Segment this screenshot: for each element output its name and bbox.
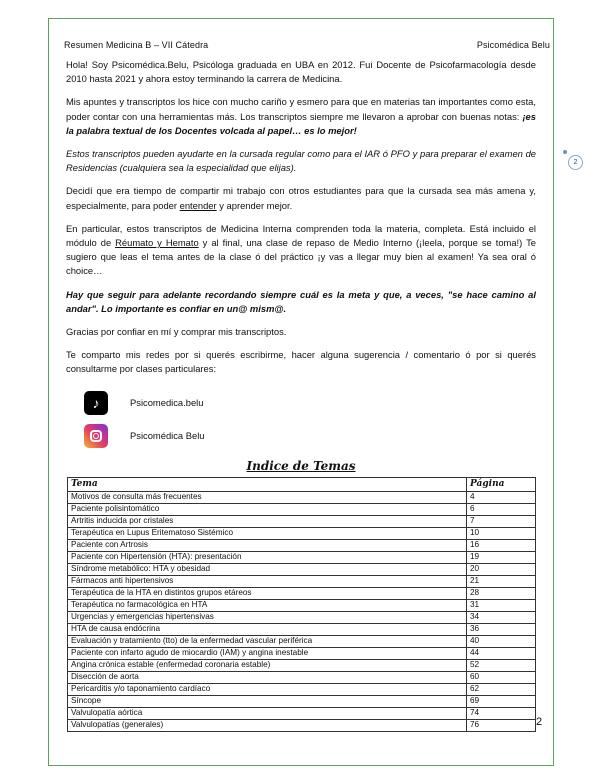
topic-cell: Paciente polisintomático: [68, 503, 467, 515]
comment-marker[interactable]: 2: [568, 155, 583, 170]
tiktok-icon: ♪: [84, 391, 108, 415]
social-instagram[interactable]: [84, 420, 536, 453]
table-row: [68, 623, 536, 635]
page-cell: 31: [467, 599, 536, 611]
topic-cell: Paciente con Artrosis: [68, 539, 467, 551]
table-row: [68, 503, 536, 515]
intro-paragraph-1: Hola! Soy Psicomédica.Belu, Psicóloga graduada en UBA en 2012. Fui Docente de Psicofarmacología desde 2010 hasta 2021 y ahora estoy terminando la carrera de Medicina.: [66, 59, 536, 85]
page-cell: 40: [467, 635, 536, 647]
topic-cell: Disección de aorta: [68, 671, 467, 683]
tiktok-handle: Psicomedica.belu: [130, 397, 204, 409]
header-right: Psicomédica Belu: [476, 40, 550, 50]
intro-p4-a: Decidí que era tiempo de compartir mi trabajo con otros estudiantes para que la cursada sea más amena y, especialmente, para poder: [66, 185, 536, 211]
topic-cell: Paciente con infarto agudo de miocardio (IAM) y angina inestable: [68, 647, 467, 659]
topic-cell: Valvulopatías (generales): [68, 719, 467, 731]
topic-cell: Fármacos anti hipertensivos: [68, 575, 467, 587]
intro-p4-b: y aprender mejor.: [216, 199, 293, 211]
intro-p4-underline: entender: [179, 199, 217, 211]
table-row: [68, 611, 536, 623]
topic-cell: Síncope: [68, 695, 467, 707]
topic-cell: Angina crónica estable (enfermedad coronaria estable): [68, 659, 467, 671]
page-header: [64, 40, 550, 50]
topic-cell: Terapéutica no farmacológica en HTA: [68, 599, 467, 611]
table-row: [68, 695, 536, 707]
intro-paragraph-8: Te comparto mis redes por si querés escribirme, hacer alguna sugerencia / comentario ó por si querés consultarme por clases particulares:: [66, 349, 536, 375]
table-row: [68, 659, 536, 671]
instagram-handle: Psicomédica Belu: [130, 430, 205, 442]
page-cell: 21: [467, 575, 536, 587]
social-tiktok[interactable]: [84, 387, 536, 420]
page-cell: 52: [467, 659, 536, 671]
page-cell: 62: [467, 683, 536, 695]
topic-cell: Paciente con Hipertensión (HTA): presentación: [68, 551, 467, 563]
intro-paragraph-6: Hay que seguir para adelante recordando siempre cuál es la meta y que, a veces, "se hace camino al andar". Lo importante es confiar en un@ mism@.: [66, 288, 536, 314]
page-cell: 36: [467, 623, 536, 635]
intro-paragraph-2: [66, 95, 536, 138]
intro-p5-b: y al final, una clase de repaso de Medio Interno (¡leela, porque se toma!) Te sugiero que leas el tema antes de la clase ó del práctico ¡y vas a llegar muy bien al examen! Ya sea oral ó choice…: [66, 237, 536, 277]
table-row: [68, 683, 536, 695]
topic-cell: Urgencias y emergencias hipertensivas: [68, 611, 467, 623]
instagram-icon: [84, 424, 108, 448]
topic-cell: Síndrome metabólico: HTA y obesidad: [68, 563, 467, 575]
page-cell: 16: [467, 539, 536, 551]
page-cell: 69: [467, 695, 536, 707]
topic-cell: Pericarditis y/o taponamiento cardíaco: [68, 683, 467, 695]
column-header-topic: Tema: [68, 477, 467, 491]
topic-cell: Motivos de consulta más frecuentes: [68, 491, 467, 503]
page-cell: 76: [467, 719, 536, 731]
table-header-row: [68, 477, 536, 491]
page-cell: 34: [467, 611, 536, 623]
table-row: [68, 587, 536, 599]
column-header-page: Página: [467, 477, 536, 491]
table-row: [68, 551, 536, 563]
intro-paragraph-4: [66, 184, 536, 212]
page-cell: 20: [467, 563, 536, 575]
page-number: 2: [536, 716, 543, 728]
topics-table: [67, 477, 536, 732]
table-row: [68, 599, 536, 611]
page-cell: 60: [467, 671, 536, 683]
intro-p5-a: En particular, estos transcriptos de Medicina Interna comprenden toda la materia, completa. Está incluido el módulo de: [66, 222, 536, 249]
page-cell: 74: [467, 707, 536, 719]
topic-cell: HTA de causa endócrina: [68, 623, 467, 635]
table-row: [68, 671, 536, 683]
table-row: [68, 647, 536, 659]
intro-paragraph-3: Estos transcriptos pueden ayudarte en la cursada regular como para el IAR ó PFO y para preparar el examen de Residencias (cualquiera sea la especialidad que elijas).: [66, 148, 536, 174]
main-content: [66, 58, 536, 732]
topic-cell: Terapéutica en Lupus Eritematoso Sistémico: [68, 527, 467, 539]
page-cell: 10: [467, 527, 536, 539]
page-cell: 19: [467, 551, 536, 563]
table-row: [68, 527, 536, 539]
intro-paragraph-7: Gracias por confiar en mí y comprar mis transcriptos.: [66, 326, 287, 338]
topic-cell: Valvulopatía aórtica: [68, 707, 467, 719]
topic-cell: Evaluación y tratamiento (tto) de la enfermedad vascular periférica: [68, 635, 467, 647]
table-row: [68, 575, 536, 587]
comment-marker-dot[interactable]: [563, 150, 567, 154]
table-row: [68, 635, 536, 647]
page-cell: 6: [467, 503, 536, 515]
intro-p2-emphasis: ¡es la palabra textual de los Docentes volcada al papel… es lo mejor!: [66, 110, 536, 136]
table-row: [68, 515, 536, 527]
topic-cell: Terapéutica de la HTA en distintos grupos etáreos: [68, 587, 467, 599]
table-row: [68, 539, 536, 551]
table-row: [68, 707, 536, 719]
page-cell: 44: [467, 647, 536, 659]
page-cell: 7: [467, 515, 536, 527]
header-left: Resumen Medicina B – VII Cátedra: [64, 40, 209, 50]
intro-paragraph-5: [66, 222, 536, 279]
intro-p2-text: Mis apuntes y transcriptos los hice con mucho cariño y esmero para que en materias tan importantes como esta, poder contar con una herramientas más. Los transcriptos siempre me llevaron a aprobar con buenas notas:: [66, 96, 536, 122]
page-cell: 4: [467, 491, 536, 503]
table-row: [68, 563, 536, 575]
table-row: [68, 719, 536, 731]
page-cell: 28: [467, 587, 536, 599]
topics-table-body: [68, 491, 536, 731]
topic-cell: Artritis inducida por cristales: [68, 515, 467, 527]
table-row: [68, 491, 536, 503]
social-links: [84, 387, 536, 453]
index-title: Indice de Temas: [246, 458, 356, 473]
intro-p5-underline: Réumato y Hemato: [115, 237, 199, 249]
